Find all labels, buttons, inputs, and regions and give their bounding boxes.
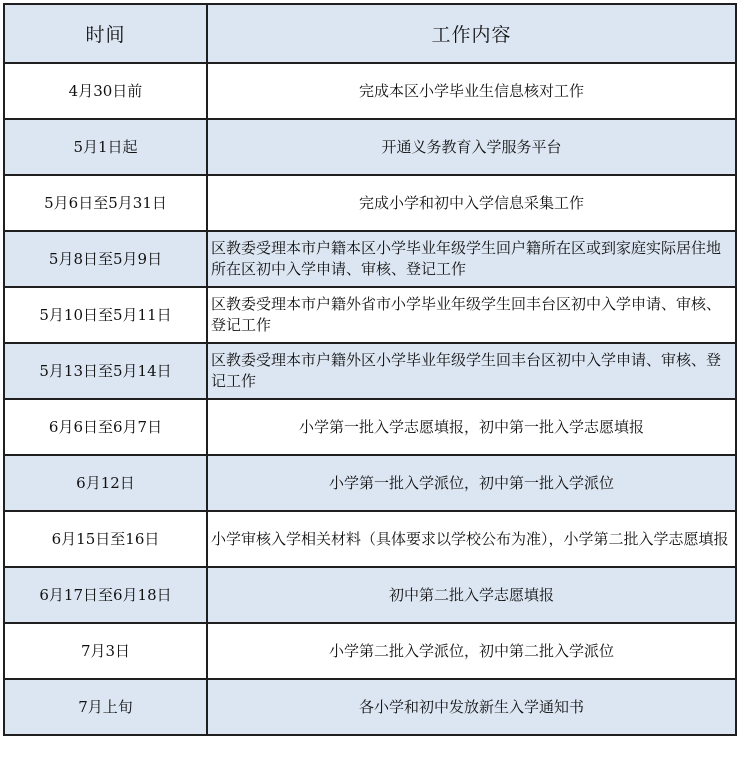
table-row	[4, 567, 736, 623]
row-work: 开通义务教育入学服务平台	[207, 119, 736, 175]
enrollment-schedule-table	[3, 3, 737, 736]
row-work: 各小学和初中发放新生入学通知书	[207, 679, 736, 735]
table-row	[4, 343, 736, 399]
table-row	[4, 623, 736, 679]
row-work: 完成小学和初中入学信息采集工作	[207, 175, 736, 231]
table-row	[4, 511, 736, 567]
row-time: 5月13日至5月14日	[4, 343, 207, 399]
row-time: 5月10日至5月11日	[4, 287, 207, 343]
row-work: 小学第二批入学派位，初中第二批入学派位	[207, 623, 736, 679]
table-row	[4, 231, 736, 287]
row-time: 6月17日至6月18日	[4, 567, 207, 623]
row-time: 5月1日起	[4, 119, 207, 175]
row-work: 小学审核入学相关材料（具体要求以学校公布为准），小学第二批入学志愿填报	[207, 511, 736, 567]
header-time: 时间	[4, 4, 207, 63]
row-work: 小学第一批入学志愿填报，初中第一批入学志愿填报	[207, 399, 736, 455]
row-time: 4月30日前	[4, 63, 207, 119]
table-row	[4, 287, 736, 343]
row-work: 初中第二批入学志愿填报	[207, 567, 736, 623]
row-work: 完成本区小学毕业生信息核对工作	[207, 63, 736, 119]
row-time: 6月15日至16日	[4, 511, 207, 567]
table-row	[4, 175, 736, 231]
table-header-row	[4, 4, 736, 63]
row-work: 小学第一批入学派位，初中第一批入学派位	[207, 455, 736, 511]
header-work: 工作内容	[207, 4, 736, 63]
table-row	[4, 455, 736, 511]
row-time: 7月上旬	[4, 679, 207, 735]
row-work: 区教委受理本市户籍外区小学毕业年级学生回丰台区初中入学申请、审核、登记工作	[207, 343, 736, 399]
row-work: 区教委受理本市户籍本区小学毕业年级学生回户籍所在区或到家庭实际居住地所在区初中入学申请、审核、登记工作	[207, 231, 736, 287]
table-row	[4, 119, 736, 175]
row-time: 5月8日至5月9日	[4, 231, 207, 287]
row-time: 5月6日至5月31日	[4, 175, 207, 231]
table-row	[4, 679, 736, 735]
row-time: 6月12日	[4, 455, 207, 511]
table-row	[4, 63, 736, 119]
row-time: 7月3日	[4, 623, 207, 679]
row-time: 6月6日至6月7日	[4, 399, 207, 455]
row-work: 区教委受理本市户籍外省市小学毕业年级学生回丰台区初中入学申请、审核、登记工作	[207, 287, 736, 343]
table-row	[4, 399, 736, 455]
